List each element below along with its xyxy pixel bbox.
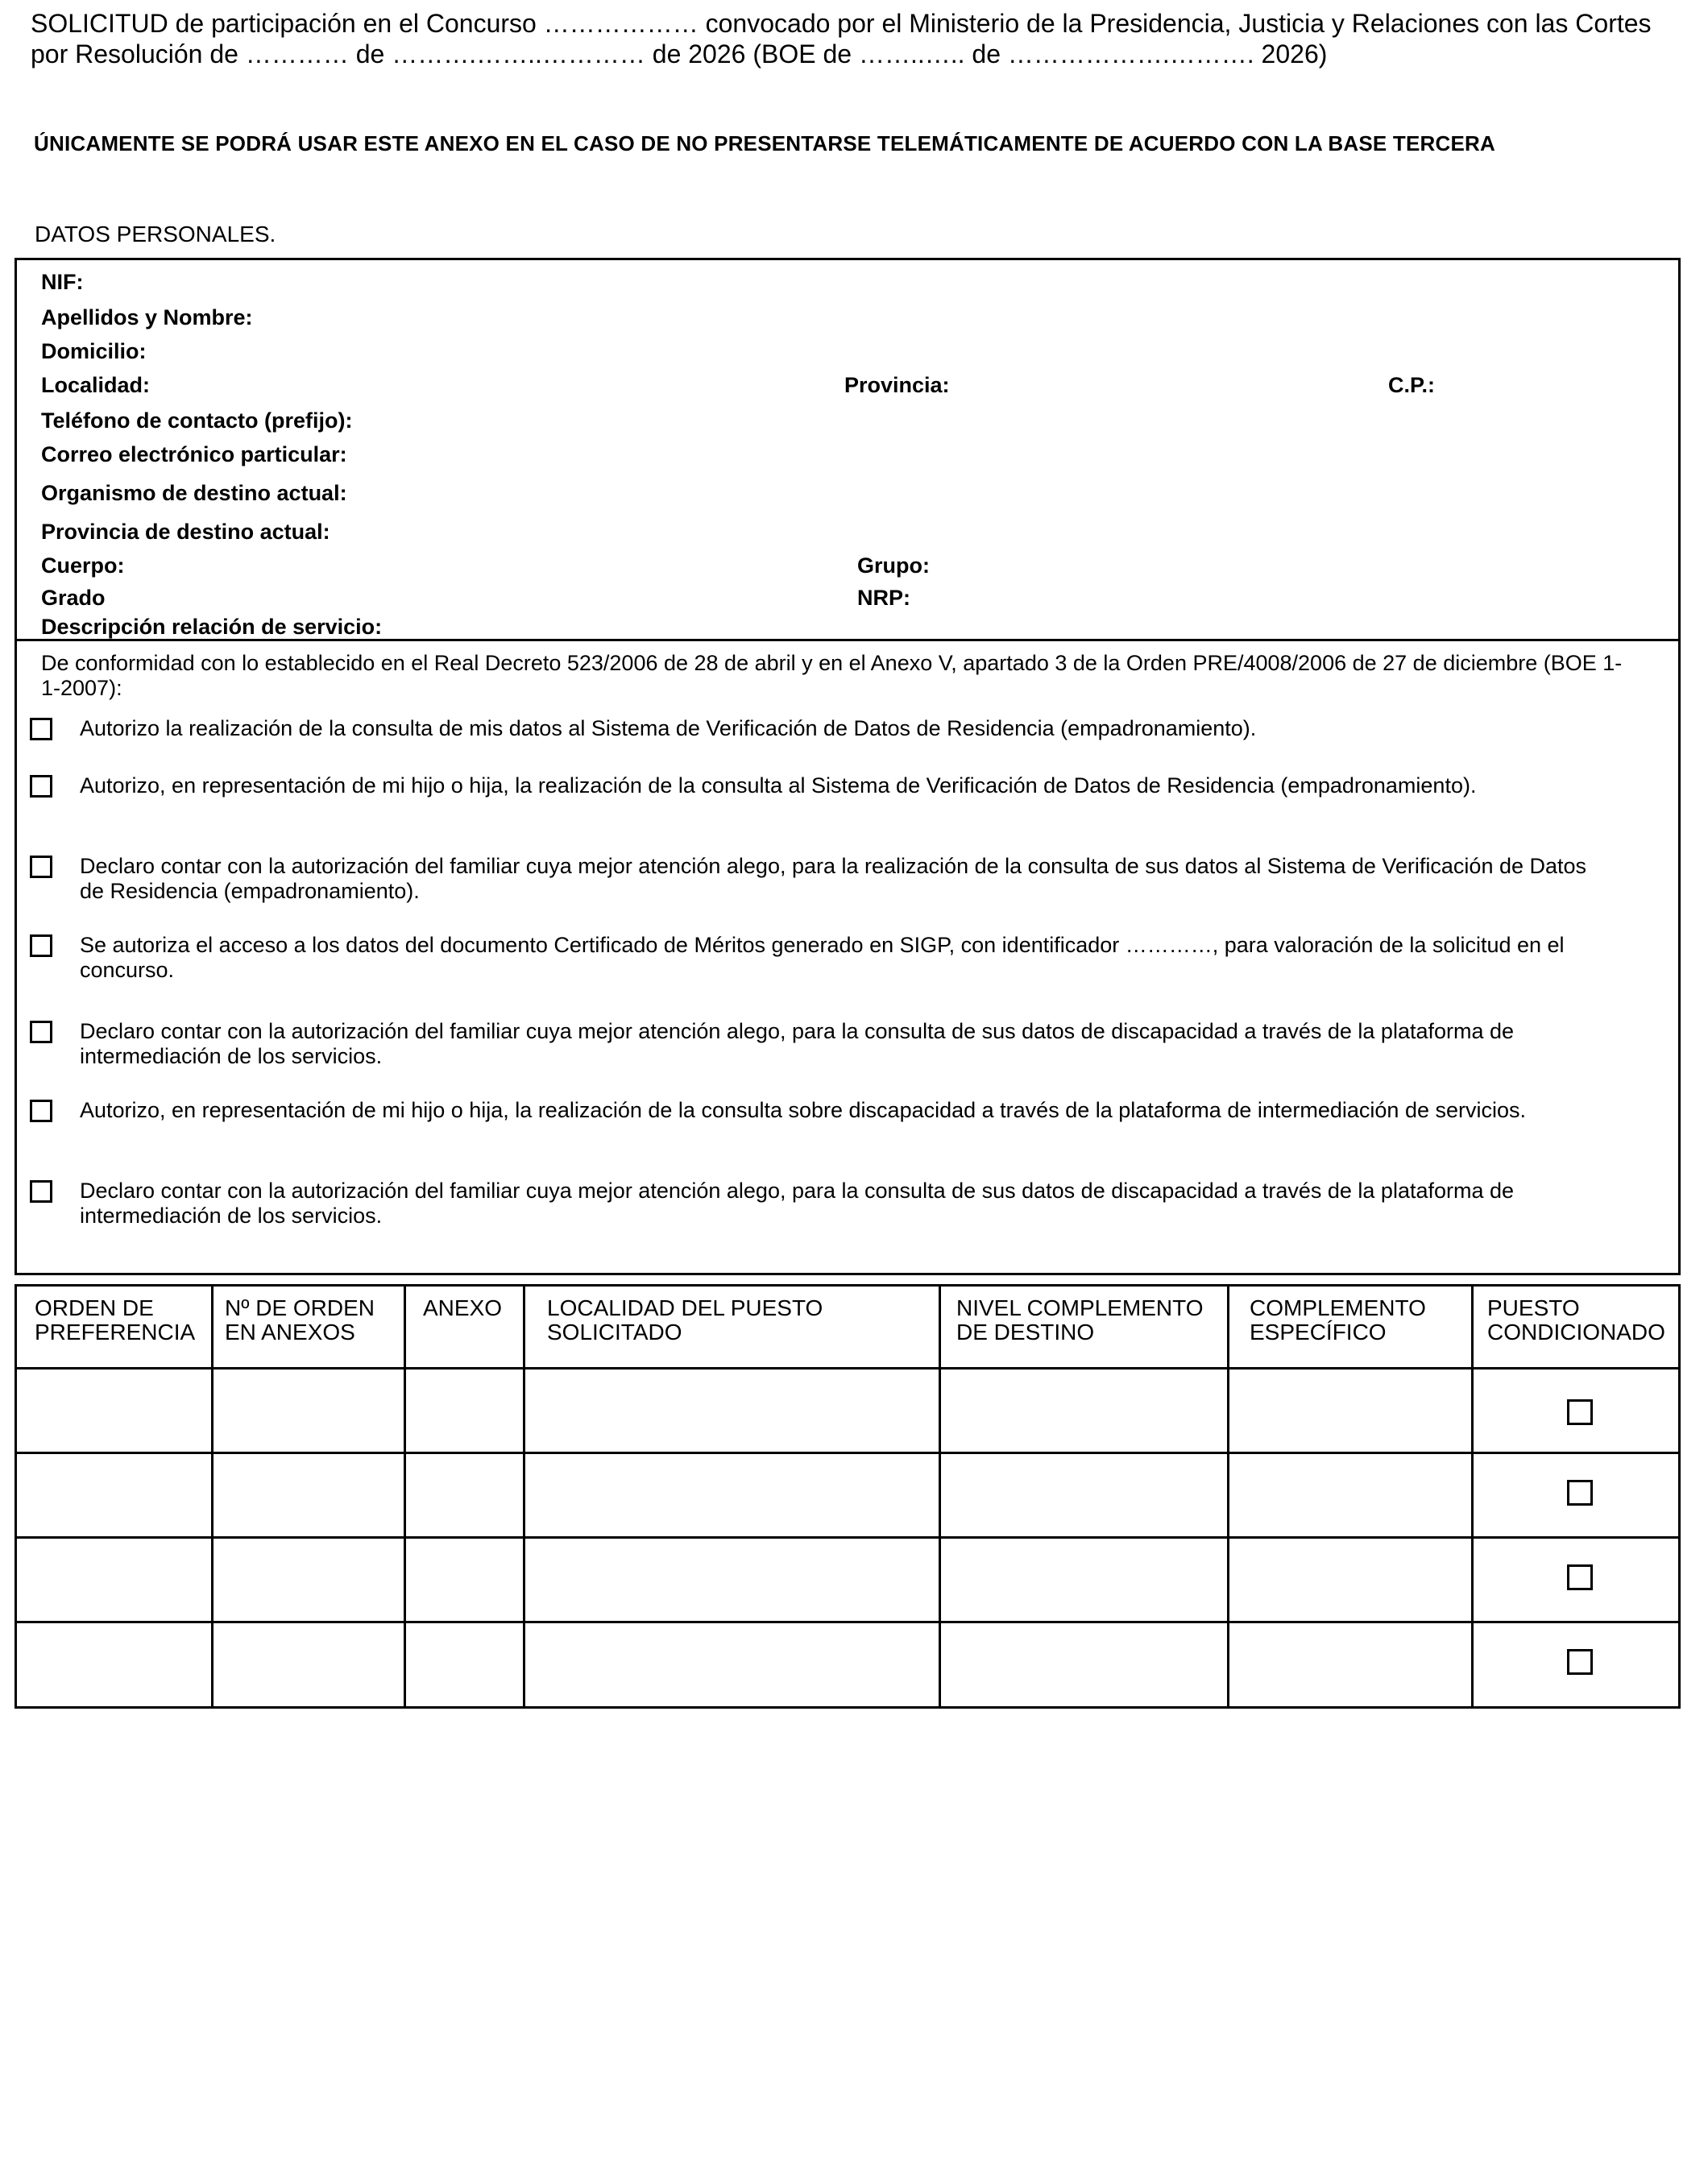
- checkbox[interactable]: [30, 934, 52, 957]
- authorization-text: Se autoriza el acceso a los datos del documento Certificado de Méritos generado en SIGP, con identificador …………, para valoración de la solicitud en el concurso.: [80, 933, 1565, 982]
- puesto-condicionado-checkbox[interactable]: [1567, 1564, 1593, 1590]
- header-complemento-especifico: COMPLEMENTO ESPECÍFICO: [1250, 1295, 1426, 1345]
- authorization-text: Autorizo, en representación de mi hijo o hija, la realización de la consulta sobre discapacidad a través de la plataforma de intermediación de servicios.: [80, 1098, 1526, 1122]
- grupo-label: Grupo:: [857, 553, 930, 578]
- apellidos-label: Apellidos y Nombre:: [41, 305, 253, 329]
- correo-label: Correo electrónico particular:: [41, 442, 347, 466]
- authorization-text: Autorizo, en representación de mi hijo o hija, la realización de la consulta al Sistema de Verificación de Datos de Residencia (empadronamiento).: [80, 773, 1477, 798]
- header-orden-preferencia: ORDEN DE PREFERENCIA: [35, 1295, 196, 1345]
- column-divider: [523, 1287, 525, 1706]
- puesto-condicionado-checkbox[interactable]: [1567, 1399, 1593, 1425]
- puesto-condicionado-checkbox[interactable]: [1567, 1480, 1593, 1506]
- column-divider: [1227, 1287, 1229, 1706]
- nif-label: NIF:: [41, 270, 84, 294]
- authorization-text: Declaro contar con la autorización del familiar cuya mejor atención alego, para la consulta de sus datos de discapacidad a través de la plataforma de intermediación de los servicios.: [80, 1019, 1515, 1068]
- column-divider: [404, 1287, 406, 1706]
- legal-text: De conformidad con lo establecido en el Real Decreto 523/2006 de 28 de abril y en el Anexo V, apartado 3 de la Orden PRE/4008/2006 de 27 de diciembre (BOE 1-1-2007):: [41, 651, 1623, 700]
- authorization-text: Declaro contar con la autorización del familiar cuya mejor atención alego, para la consulta de sus datos de discapacidad a través de la plataforma de intermediación de los servicios.: [80, 1179, 1515, 1228]
- notice-heading: ÚNICAMENTE SE PODRÁ USAR ESTE ANEXO EN EL CASO DE NO PRESENTARSE TELEMÁTICAMENTE DE ACUERDO CON LA BASE TERCERA: [34, 131, 1495, 155]
- telefono-label: Teléfono de contacto (prefijo):: [41, 408, 353, 433]
- section-title: DATOS PERSONALES.: [35, 222, 276, 247]
- nrp-label: NRP:: [857, 586, 910, 610]
- header-numero-orden: Nº DE ORDEN EN ANEXOS: [225, 1295, 375, 1345]
- checkbox[interactable]: [30, 1180, 52, 1203]
- personal-data-box: [15, 258, 1681, 1275]
- puesto-condicionado-checkbox[interactable]: [1567, 1649, 1593, 1675]
- provincia-label: Provincia:: [844, 373, 950, 397]
- checkbox[interactable]: [30, 775, 52, 798]
- header-anexo: ANEXO: [423, 1295, 503, 1320]
- grado-label: Grado: [41, 586, 106, 610]
- row-divider: [17, 1621, 1678, 1623]
- column-divider: [939, 1287, 941, 1706]
- authorization-text: Declaro contar con la autorización del familiar cuya mejor atención alego, para la realización de la consulta de sus datos al Sistema de Verificación de Datos de Residencia (empadronamiento).: [80, 854, 1587, 903]
- checkbox[interactable]: [30, 1100, 52, 1122]
- domicilio-label: Domicilio:: [41, 339, 147, 363]
- checkbox[interactable]: [30, 856, 52, 878]
- descripcion-label: Descripción relación de servicio:: [41, 615, 383, 639]
- authorization-text: Autorizo la realización de la consulta de mis datos al Sistema de Verificación de Datos de Residencia (empadronamiento).: [80, 716, 1257, 740]
- column-divider: [1471, 1287, 1474, 1706]
- checkbox[interactable]: [30, 718, 52, 740]
- cp-label: C.P.:: [1388, 373, 1436, 397]
- header-puesto-condicionado: PUESTO CONDICIONADO: [1487, 1295, 1665, 1345]
- header-localidad: LOCALIDAD DEL PUESTO SOLICITADO: [547, 1295, 823, 1345]
- row-divider: [17, 1452, 1678, 1454]
- section-divider: [17, 639, 1678, 641]
- provincia-destino-label: Provincia de destino actual:: [41, 520, 330, 544]
- preferences-table: [15, 1284, 1681, 1709]
- cuerpo-label: Cuerpo:: [41, 553, 125, 578]
- row-divider: [17, 1536, 1678, 1539]
- organismo-label: Organismo de destino actual:: [41, 481, 347, 505]
- column-divider: [211, 1287, 214, 1706]
- localidad-label: Localidad:: [41, 373, 151, 397]
- intro-text: SOLICITUD de participación en el Concurso ……………… convocado por el Ministerio de la Presidencia, Justicia y Relaciones con las Cortes por Resolución de ………… de ……….……..………… de 2026 (BOE de ……..….. de ……………….………. 2026): [31, 9, 1652, 68]
- header-divider: [17, 1367, 1678, 1369]
- header-nivel-complemento: NIVEL COMPLEMENTO DE DESTINO: [956, 1295, 1204, 1345]
- checkbox[interactable]: [30, 1021, 52, 1043]
